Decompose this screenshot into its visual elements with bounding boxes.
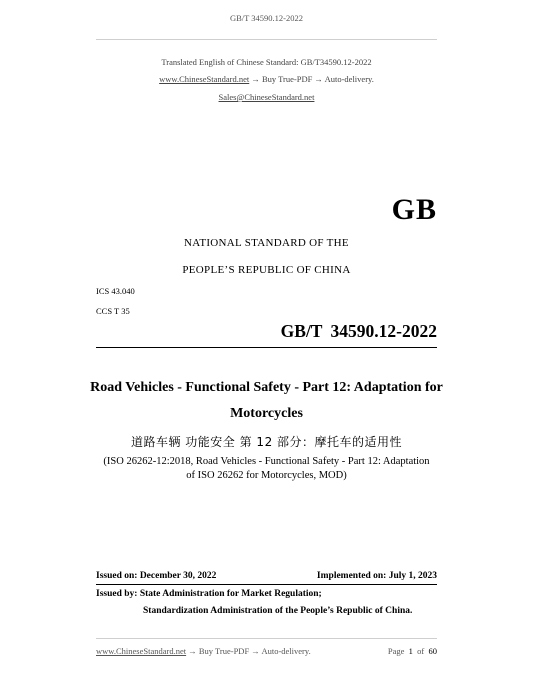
title-en-line2: Motorcycles [230,406,303,421]
translation-notice: Translated English of Chinese Standard: GB/T34590.12-2022 [161,57,372,67]
buy-text: → Buy True-PDF → Auto-delivery. [251,74,374,84]
footer-buy-text: → Buy True-PDF → Auto-delivery. [188,646,311,656]
iso-reference-line1: (ISO 26262-12:2018, Road Vehicles - Functional Safety - Part 12: Adaptation [103,456,430,467]
promo-buy-line [0,74,533,84]
implemented-on: Implemented on: July 1, 2023 [316,571,437,581]
page-label: Page [387,646,405,656]
issued-by-line1: Issued by: State Administration for Market Regulation; [96,589,322,599]
page-of: of [417,646,425,656]
iso-reference-line2: of ISO 26262 for Motorcycles, MOD) [186,470,347,481]
ics-code: ICS 43.040 [96,286,135,296]
chinesestandard-link[interactable]: www.ChineseStandard.net [159,74,250,84]
iso-reference [0,455,533,483]
title-divider [96,347,437,348]
national-standard-line2: PEOPLE’S REPUBLIC OF CHINA [182,264,351,276]
running-header: GB/T 34590.12-2022 [229,13,304,23]
issued-by-line2: Standardization Administration of the People’s Republic of China. [143,606,413,616]
gb-logo: GB [391,193,437,226]
title-en-line1: Road Vehicles - Functional Safety - Part 12: Adaptation for [90,380,443,395]
page-current: 1 [408,646,413,656]
title-chinese: 道路车辆 功能安全 第 12 部分：摩托车的适用性 [130,435,403,449]
issue-dates [96,571,437,581]
footer-divider [96,638,437,639]
promo-email-line [0,92,533,102]
issued-on: Issued on: December 30, 2022 [96,571,217,581]
footer-promo [96,646,311,656]
national-standard-line1: NATIONAL STANDARD OF THE [184,237,349,249]
page-indicator [388,646,437,656]
sales-email-link[interactable]: Sales@ChineseStandard.net [218,92,315,102]
footer-chinesestandard-link[interactable]: www.ChineseStandard.net [96,646,187,656]
standard-number: GB/T 34590.12-2022 [280,321,437,341]
issue-divider [96,584,437,585]
header-divider [96,39,437,40]
page-total: 60 [428,646,437,656]
ccs-code: CCS T 35 [96,306,130,316]
